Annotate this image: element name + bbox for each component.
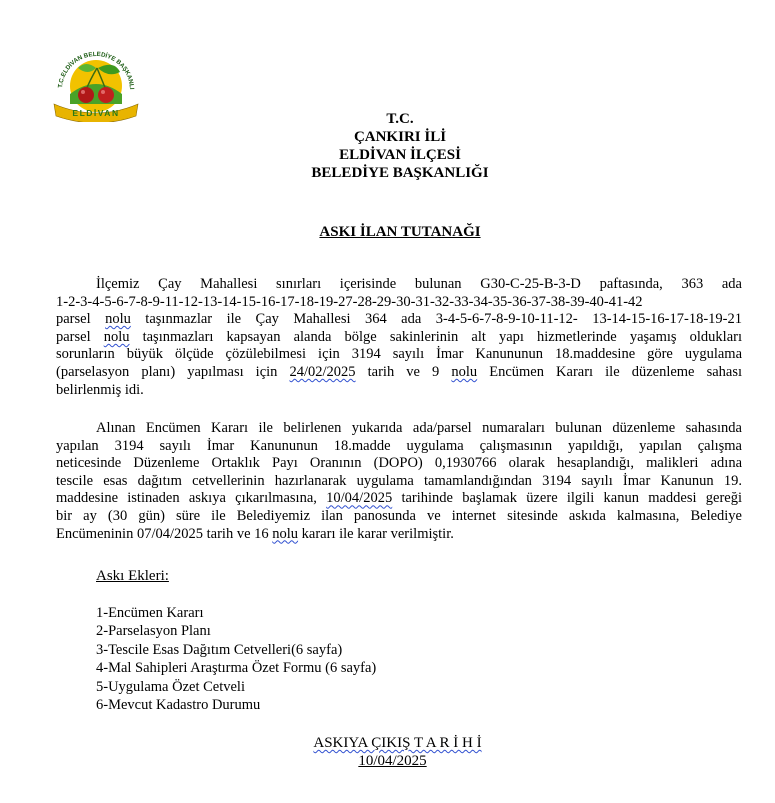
paragraph-line: parsel nolu taşınmazlar ile Çay Mahallesi 364 ada 3-4-5-6-7-8-9-10-11-12- 13-14-15-16-17-18-19-21 [56, 311, 742, 328]
attachments-list [96, 604, 376, 714]
header-line: BELEDİYE BAŞKANLIĞI [311, 165, 489, 181]
paragraph-1 [56, 276, 742, 399]
header-line: ÇANKIRI İLİ [353, 129, 447, 145]
attachment-item: 5-Uygulama Özet Cetveli [96, 678, 245, 695]
paragraph-line: maddesine istinaden askıya çıkarılmasına, 10/04/2025 tarihinde başlamak üzere ilgili kanun maddesi gereği [56, 490, 743, 507]
posting-date-block [0, 734, 775, 770]
attachment-item: 6-Mevcut Kadastro Durumu [96, 697, 261, 714]
paragraph-line: yapılan 3194 sayılı İmar Kanununun 18.madde uygulama çalışmasının yapıldığı, yapılan çalışma [56, 437, 742, 454]
paragraph-line: tescile esas dağıtım cetvellerinin hazırlanarak uygulama tamamlandığından 3194 sayılı İmar Kanunun 19. [56, 472, 742, 489]
paragraph-line: Encümeninin 07/04/2025 tarih ve 16 nolu kararı ile karar verilmiştir. [56, 525, 454, 542]
header-line: T.C. [386, 111, 414, 127]
attachment-item: 1-Encümen Kararı [96, 605, 204, 621]
posting-date-value: 10/04/2025 [358, 753, 427, 769]
paragraph-line: sorunların büyük ölçüde çözülebilmesi için 3194 sayılı İmar Kanununun 18.maddesine göre uygulama [56, 346, 742, 363]
attachments-title: Askı Ekleri: [96, 568, 169, 584]
paragraph-line: bir ay (30 gün) süre ile Belediyemiz ilan panosunda ve internet sitesinde askıda kalmasına, Belediye [56, 507, 742, 524]
paragraph-line: parsel nolu taşınmazları kapsayan alanda bölge sakinlerinin alt yapı hizmetlerinde yaşamış oldukları [56, 328, 742, 345]
paragraph-line: İlçemiz Çay Mahallesi sınırları içerisinde bulunan G30-C-25-B-3-D paftasında, 363 ada [96, 276, 742, 292]
document-header [0, 110, 775, 182]
attachment-item: 2-Parselasyon Planı [96, 623, 211, 640]
paragraph-line: 1-2-3-4-5-6-7-8-9-11-12-13-14-15-16-17-18-19-27-28-29-30-31-32-33-34-35-36-37-38-39-40-41-42 [56, 293, 643, 310]
paragraph-line: Alınan Encümen Kararı ile belirlenen yukarıda ada/parsel numaraları bulunan düzenleme sahasında [96, 420, 742, 436]
header-line: ELDİVAN İLÇESİ [339, 147, 461, 163]
paragraph-line: (parselasyon planı) yapılması için 24/02/2025 tarih ve 9 nolu Encümen Kararı ile düzenleme sahası [56, 363, 742, 380]
attachment-item: 3-Tescile Esas Dağıtım Cetvelleri(6 sayfa) [96, 641, 343, 658]
paragraph-line: neticesinde Düzenleme Ortaklık Payı Oranının (DOPO) 0,1930766 olarak hesaplandığı, malikleri adına [56, 455, 742, 472]
paragraph-2 [56, 420, 742, 543]
posting-date-label: ASKIYA ÇIKIŞ T A R İ H İ [313, 735, 482, 751]
logo-arc-text: T.C.ELDİVAN BELEDİYE BAŞKANLI [57, 50, 136, 90]
cherry-shape [98, 87, 114, 103]
paragraph-line: belirlenmiş idi. [56, 381, 144, 398]
logo-banner-text: ELDİVAN [72, 108, 120, 118]
attachment-item: 4-Mal Sahipleri Araştırma Özet Formu (6 sayfa) [96, 660, 377, 677]
document-title: ASKI İLAN TUTANAĞI [319, 224, 481, 240]
cherry-shape [78, 87, 94, 103]
